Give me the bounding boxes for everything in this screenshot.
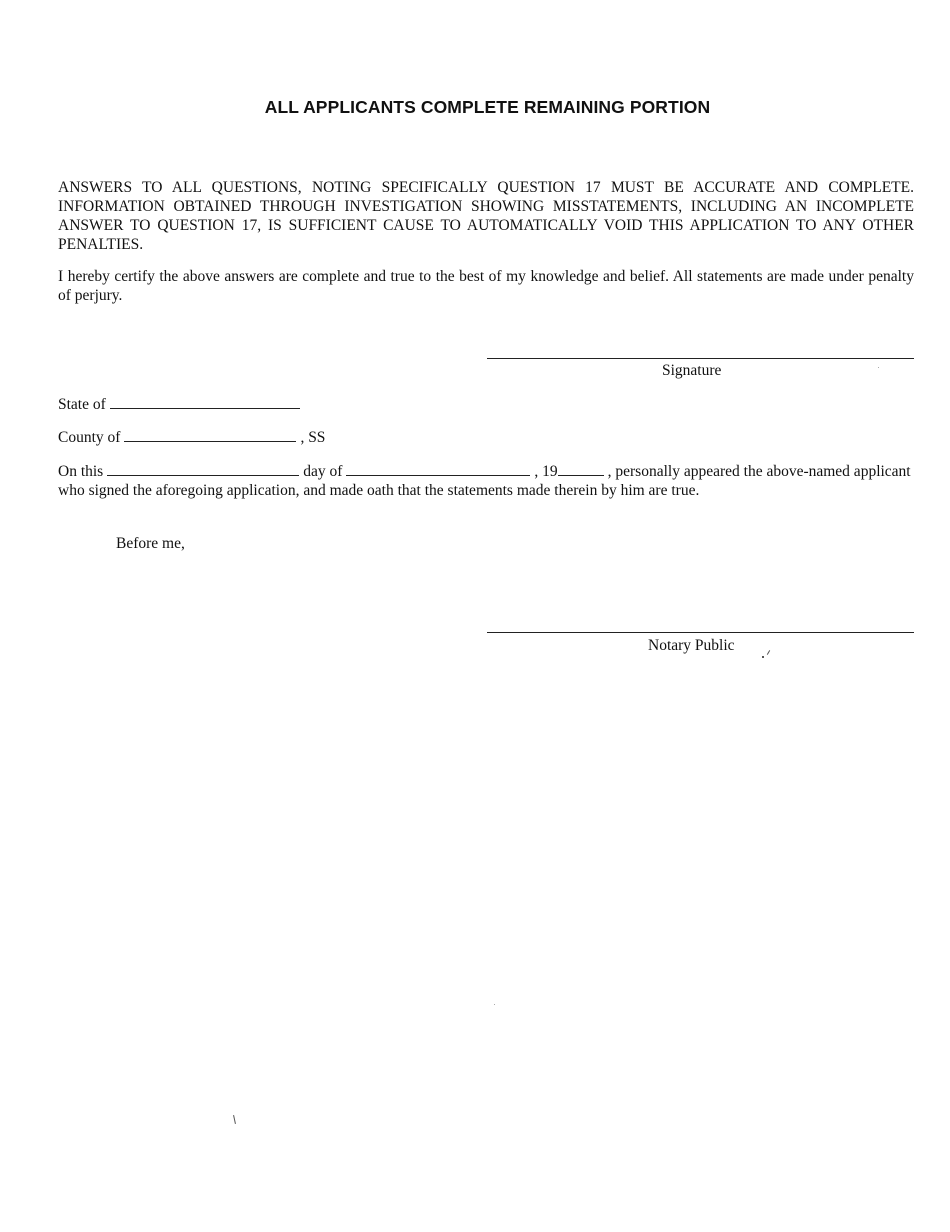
state-blank[interactable]: [110, 407, 300, 409]
year-blank[interactable]: [558, 474, 604, 476]
year-prefix: , 19: [534, 463, 558, 480]
appeared-text: , personally appeared the above-named applicant who signed the aforegoing application, and made oath that the statements made therein by him are true.: [58, 463, 911, 499]
before-me-text: Before me,: [116, 535, 185, 552]
county-row: [58, 429, 325, 447]
signature-line[interactable]: [487, 358, 914, 359]
notary-signature-line[interactable]: [487, 632, 914, 633]
certification-paragraph: I hereby certify the above answers are complete and true to the best of my knowledge and belief. All statements are made under penalty of perjury.: [58, 268, 914, 304]
page-title: ALL APPLICANTS COMPLETE REMAINING PORTION: [264, 97, 711, 117]
scan-speck: [233, 1115, 236, 1124]
state-row: [58, 396, 304, 414]
signature-label: Signature: [662, 362, 722, 379]
scan-speck: [878, 367, 879, 368]
county-suffix: , SS: [300, 429, 326, 446]
scan-speck: [767, 650, 770, 655]
on-this-label: On this: [58, 463, 104, 480]
county-label: County of: [58, 429, 121, 446]
state-label: State of: [58, 396, 106, 413]
scan-speck: [494, 1004, 495, 1005]
oath-paragraph: [58, 462, 914, 500]
day-of-label: day of: [303, 463, 343, 480]
day-blank[interactable]: [107, 474, 299, 476]
scan-speck: [762, 656, 764, 658]
notary-public-label: Notary Public: [648, 637, 735, 654]
notice-paragraph: ANSWERS TO ALL QUESTIONS, NOTING SPECIFICALLY QUESTION 17 MUST BE ACCURATE AND COMPLETE. INFORMATION OBTAINED THROUGH INVESTIGATION SHOWING MISSTATEMENTS, INCLUDING AN INCOMPLETE ANSWER TO QUESTION 17, IS SUFFICIENT CAUSE TO AUTOMATICALLY VOID THIS APPLICATION TO ANY OTHER PENALTIES.: [58, 179, 914, 253]
county-blank[interactable]: [124, 440, 296, 442]
month-blank[interactable]: [346, 474, 530, 476]
